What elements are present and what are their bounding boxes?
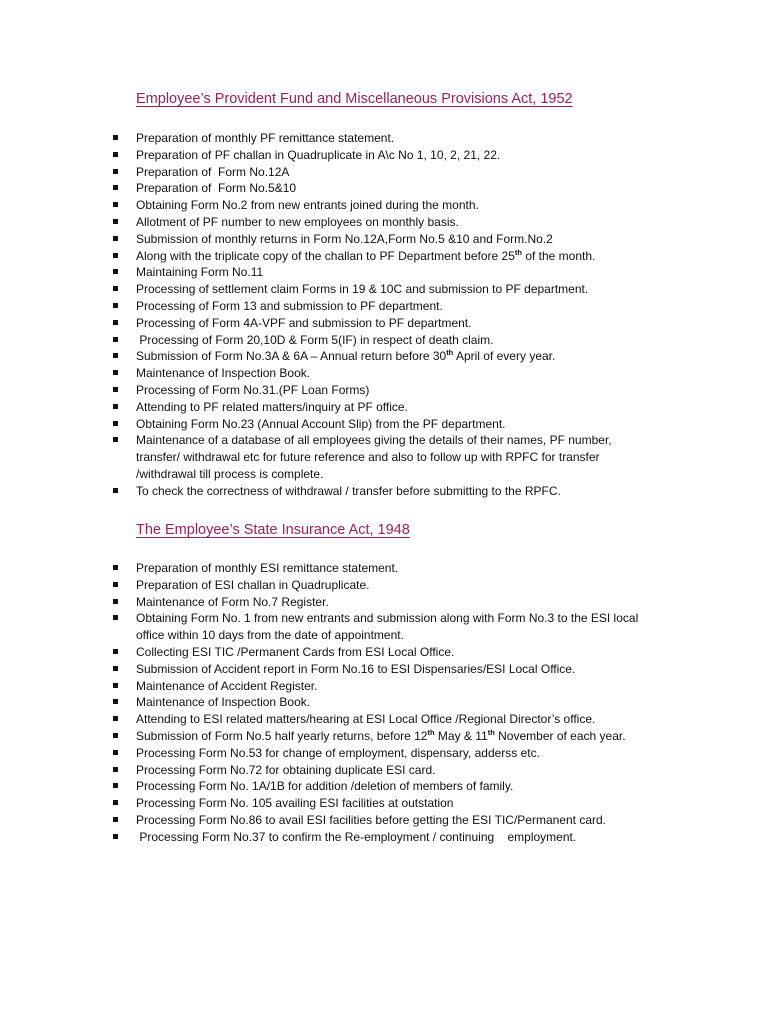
square-bullet-icon — [113, 370, 118, 375]
square-bullet-icon — [113, 269, 118, 274]
square-bullet-icon — [113, 152, 118, 157]
square-bullet-icon — [113, 783, 118, 788]
list-item-text: Preparation of monthly ESI remittance statement. — [136, 561, 399, 575]
section-heading: The Employee’s State Insurance Act, 1948 — [136, 522, 410, 538]
list-item — [0, 644, 768, 661]
list-item — [0, 298, 768, 315]
list-item-text: Submission of Accident report in Form No.16 to ESI Dispensaries/ESI Local Office. — [136, 661, 576, 676]
section-esi — [0, 519, 768, 846]
square-bullet-icon — [113, 716, 118, 721]
square-bullet-icon — [113, 750, 118, 755]
list-item — [0, 281, 768, 298]
list-item-text: Processing of Form 20,10D & Form 5(IF) in respect of death claim. — [136, 332, 494, 347]
square-bullet-icon — [113, 565, 118, 570]
list-item — [0, 812, 768, 829]
square-bullet-icon — [113, 817, 118, 822]
list-item-text: Processing Form No.86 to avail ESI facilities before getting the ESI TIC/Permanent card. — [136, 812, 606, 827]
list-item-text: Submission of monthly returns in Form No.12A,Form No.5 &10 and Form.No.2 — [136, 231, 553, 246]
list-item-text: Obtaining Form No.23 (Annual Account Slip) from the PF department. — [136, 416, 506, 431]
section-provident-fund — [0, 88, 768, 500]
list-item-text: Processing of Form 4A-VPF and submission to PF department. — [136, 315, 472, 330]
square-bullet-icon — [113, 202, 118, 207]
square-bullet-icon — [113, 615, 118, 620]
list-item-text: Processing of settlement claim Forms in 19 & 10C and submission to PF department. — [136, 282, 589, 297]
list-item-text: Collecting ESI TIC /Permanent Cards from ESI Local Office. — [136, 644, 455, 659]
list-item — [0, 264, 768, 281]
list-item-text: Attending to ESI related matters/hearing at ESI Local Office /Regional Director’s office. — [136, 712, 596, 727]
list-item-text: Along with the triplicate copy of the challan to PF Department before 25th of the month. — [136, 247, 596, 263]
square-bullet-icon — [113, 599, 118, 604]
list-item-text: Processing Form No.37 to confirm the Re-employment / continuing employment. — [136, 829, 577, 844]
list-item-text: Submission of Form No.3A & 6A – Annual return before 30th April of every year. — [136, 348, 556, 364]
list-item — [0, 130, 768, 147]
list-item — [0, 231, 768, 248]
list-item-text: Preparation of ESI challan in Quadruplicate. — [136, 577, 370, 592]
square-bullet-icon — [113, 303, 118, 308]
square-bullet-icon — [113, 582, 118, 587]
square-bullet-icon — [113, 683, 118, 688]
list-item-text: Obtaining Form No. 1 from new entrants and submission along with Form No.3 to the ESI local office within 10 days from the date of appointment. — [136, 611, 642, 643]
square-bullet-icon — [113, 135, 118, 140]
list-item — [0, 711, 768, 728]
list-item — [0, 560, 768, 577]
square-bullet-icon — [113, 666, 118, 671]
list-item — [0, 678, 768, 695]
list-item — [0, 728, 768, 745]
list-item-text: Processing Form No.72 for obtaining duplicate ESI card. — [136, 762, 436, 777]
list-item — [0, 399, 768, 416]
list-item — [0, 365, 768, 382]
list-item-text: Attending to PF related matters/inquiry at PF office. — [136, 399, 408, 414]
list-item-text: Processing Form No. 1A/1B for addition /deletion of members of family. — [136, 779, 514, 794]
square-bullet-icon — [113, 320, 118, 325]
square-bullet-icon — [113, 834, 118, 839]
list-item-text: Processing Form No. 105 availing ESI facilities at outstation — [136, 796, 454, 811]
list-item — [0, 332, 768, 349]
list-item-text: Maintenance of Inspection Book. — [136, 366, 311, 381]
bullet-list — [0, 560, 768, 846]
list-item — [0, 762, 768, 779]
list-item-text: Preparation of Form No.12A — [136, 164, 290, 179]
square-bullet-icon — [113, 733, 118, 738]
list-item — [0, 432, 768, 482]
list-item-text: Maintaining Form No.11 — [136, 265, 264, 280]
square-bullet-icon — [113, 185, 118, 190]
list-item — [0, 594, 768, 611]
square-bullet-icon — [113, 236, 118, 241]
list-item — [0, 180, 768, 197]
list-item — [0, 416, 768, 433]
list-item-text: Processing of Form No.31.(PF Loan Forms) — [136, 382, 370, 397]
list-item-text: Maintenance of Inspection Book. — [136, 695, 311, 710]
square-bullet-icon — [113, 488, 118, 493]
square-bullet-icon — [113, 699, 118, 704]
square-bullet-icon — [113, 800, 118, 805]
square-bullet-icon — [113, 649, 118, 654]
list-item — [0, 694, 768, 711]
list-item-text: Maintenance of Accident Register. — [136, 678, 318, 693]
list-item — [0, 745, 768, 762]
list-item-text: Preparation of monthly PF remittance statement. — [136, 131, 395, 145]
list-item-text: Processing Form No.53 for change of employment, dispensary, adderss etc. — [136, 745, 540, 760]
list-item-text: Preparation of Form No.5&10 — [136, 181, 297, 196]
list-item-text: Obtaining Form No.2 from new entrants joined during the month. — [136, 198, 479, 213]
square-bullet-icon — [113, 437, 118, 442]
list-item — [0, 829, 768, 846]
square-bullet-icon — [113, 253, 118, 258]
list-item — [0, 483, 768, 500]
list-item — [0, 382, 768, 399]
list-item — [0, 147, 768, 164]
list-item — [0, 661, 768, 678]
square-bullet-icon — [113, 767, 118, 772]
list-item-text: Maintenance of Form No.7 Register. — [136, 594, 329, 609]
bullet-list — [0, 130, 768, 500]
list-item — [0, 197, 768, 214]
list-item-text: To check the correctness of withdrawal / transfer before submitting to the RPFC. — [136, 483, 561, 498]
square-bullet-icon — [113, 219, 118, 224]
list-item-text: Maintenance of a database of all employees giving the details of their names, PF number, transfer/ withdrawal etc for future reference and also to follow up with RPFC for transfer /withdrawal till process is complete. — [136, 433, 615, 481]
list-item — [0, 778, 768, 795]
list-item — [0, 248, 768, 265]
list-item-text: Processing of Form 13 and submission to PF department. — [136, 298, 443, 313]
list-item — [0, 610, 768, 644]
square-bullet-icon — [113, 337, 118, 342]
list-item — [0, 214, 768, 231]
list-item-text: Submission of Form No.5 half yearly returns, before 12th May & 11th November of each year. — [136, 727, 626, 743]
section-heading: Employee’s Provident Fund and Miscellaneous Provisions Act, 1952 — [136, 91, 573, 107]
square-bullet-icon — [113, 421, 118, 426]
list-item-text: Allotment of PF number to new employees on monthly basis. — [136, 214, 459, 229]
square-bullet-icon — [113, 169, 118, 174]
square-bullet-icon — [113, 353, 118, 358]
list-item — [0, 315, 768, 332]
list-item — [0, 348, 768, 365]
square-bullet-icon — [113, 404, 118, 409]
list-item-text: Preparation of PF challan in Quadruplicate in A\c No 1, 10, 2, 21, 22. — [136, 147, 501, 162]
list-item — [0, 164, 768, 181]
list-item — [0, 577, 768, 594]
square-bullet-icon — [113, 286, 118, 291]
list-item — [0, 795, 768, 812]
square-bullet-icon — [113, 387, 118, 392]
